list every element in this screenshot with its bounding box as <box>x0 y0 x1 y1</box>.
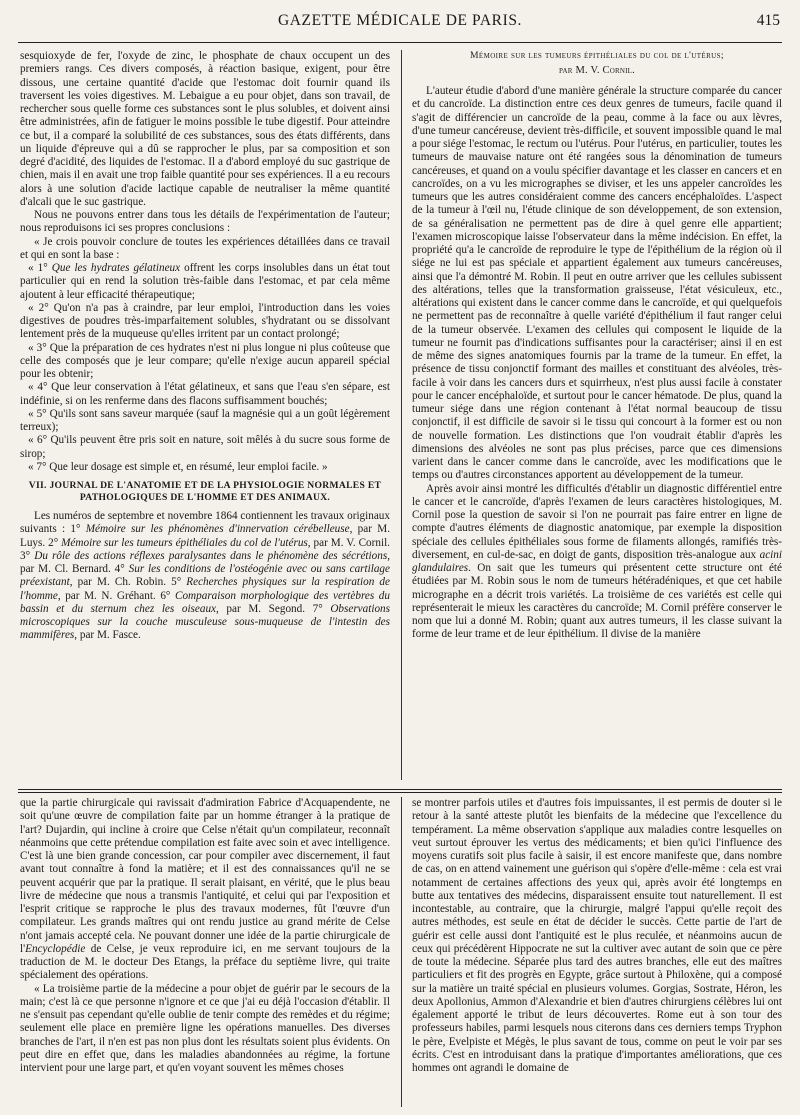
text-run: , par M. Luys. 2° <box>20 523 390 549</box>
conclusion-item: « 2° Qu'on n'a pas à craindre, par leur emploi, l'introduction dans les voies digestives de poudres très-imparfaitement solubles, s'hydratant ou se dissolvant lentement près de la muqueuse qu'elles irritent par un contact prolongé; <box>20 301 390 341</box>
article-heading: Mémoire sur les tumeurs épithéliales du col de l'utérus; <box>469 50 724 61</box>
article-title: Recherches physiques sur la respiration de l'homme <box>20 576 390 602</box>
feuilleton-rule-double <box>18 792 782 793</box>
paragraph: sesquioxyde de fer, l'oxyde de zinc, le phosphate de chaux occupent un des premiers rangs. Ces divers composés, à réaction basique, exigent, pour être dissous, une certaine quantité d'acide que l'estomac doit fournir quand ils traversent les voies digestives. M. Lebaigue a eu pour objet, dans son travail, de rechercher sous quelle forme ces substances sont le plus solubles, et doivent ainsi être administrées, afin de fatiguer le moins possible le tube digestif. Pour atteindre ce but, il a comparé la solubilité de ces substances, sous des états différents, dans un liquide d'épreuve qui a dû se rapprocher le plus, par sa composition et son degré d'acidité, des liquides de l'estomac. Il a d'abord employé du suc gastrique de chien, mais il en avait une trop faible quantité pour ses expériences. Il a eu recours alors à une solution d'acide lactique capable de neutraliser la même quantité d'alcali que le suc gastrique. <box>20 50 390 208</box>
text-run: , par M. Segond. 7° <box>216 602 331 615</box>
text-run: , par M. Fasce. <box>74 629 141 642</box>
text-run: , par M. N. Gréhant. 6° <box>57 589 175 602</box>
journal-title: GAZETTE MÉDICALE DE PARIS. <box>277 12 523 29</box>
text-run: Les numéros de septembre et novembre 1864 contiennent les travaux originaux suivants : 1° <box>20 510 390 536</box>
page-number: 415 <box>756 12 780 29</box>
paragraph <box>20 797 390 983</box>
italic-text: Encyclopédie <box>25 942 86 955</box>
conclusion-item <box>20 262 390 302</box>
paragraph: se montrer parfois utiles et d'autres fois impuissantes, il est permis de douter si le retour à la santé atteste plutôt les bienfaits de la médecine que l'excellence du tempérament. La même observation s'applique aux maladies contre lesquelles on veut surtout éprouver les vertus des médicaments; et bien qu'ici l'influence des moyens curatifs soit plus facile à saisir, il est encore manifeste que, dans nombre de cas, on en attend vainement une guérison qui s'opère d'elle-même : cela est vrai notamment de certaines affections des yeux qui, après avoir été longtemps en butte aux tentatives des médecins, disparaissent ensuite tout naturellement. Il est incontestable, au contraire, que la chirurgie, malgré l'appui qu'elle reçoit des autres méthodes, est seule en état de décider le succès. Cette partie de l'art de guérir est celle aussi dont l'antiquité est le plus reculée, et néanmoins aucun de ceux qui précédèrent Hippocrate ne sut la cultiver avec autant de soin que ce père de toute la médecine. Séparée plus tard des autres branches, elle eut des maîtres particuliers et fit des progrès en Egypte, grâce surtout à Philoxène, qui a composé sur la matière un traité spécial en plusieurs volumes. Gorgias, Sostrate, Héron, les deux Apollonius, Ammon d'Alexandrie et bien d'autres chirurgiens célèbres lui ont également apporté le tribut de leurs découvertes. Rome eut à son tour des professeurs habiles, parmi lesquels nous citerons dans ces derniers temps Tryphon le père, Evelpiste et Mégès, le plus savant de tous, comme on peut le voir par ses écrits. C'est en introduisant dans la pratique d'importantes améliorations, que ces hommes ont agrandi le domaine de <box>412 797 782 1074</box>
conclusion-item: « 3° Que la préparation de ces hydrates n'est ni plus longue ni plus coûteuse que celle des composés que je leur compare; qu'elle n'exige aucun appareil spécial pour les obtenir; <box>20 341 390 380</box>
feuilleton-rule <box>18 789 782 790</box>
paragraph <box>412 483 782 642</box>
italic-text: Que les hydrates gélatineux <box>51 262 181 274</box>
paragraph: L'auteur étudie d'abord d'une manière générale la structure comparée du cancer et du cancroïde. La distinction entre ces deux genres de tumeurs, facile quand il s'agit de différencier un cancroïde de la peau, comme à la face ou aux lèvres, d'une tumeur cancéreuse, devient très-difficile, et souvent impossible quand le mal a pour siége l'estomac, le rectum ou l'utérus. Pour l'utérus, en particulier, toutes les tumeurs de mauvaise nature ont été rangées sous la dénomination de tumeurs cancéreuses, et quand on a voulu spécifier davantage et les classer en cancers et en cancroïdes, on a vu les micrographes se diviser, et les uns appeler cancroïdes les tumeurs que les autres considéraient comme des cancers encéphaloïdes. L'aspect de la tumeur à l'œil nu, l'étude clinique de son développement, de son extension, de sa généralisation ne permettent pas de dire à quel genre elle appartient; l'examen microscopique laisse l'observateur dans la même indécision. En effet, la propriété qu'a le cancroïde de reproduire le type de l'épithélium de la région où il siége ne lui est pas spéciale et appartient également aux tumeurs cancéreuses, ainsi que l'a démontré M. Robin. Il peut en outre arriver que les cellules subissent des altérations, telles que la transformation graisseuse, l'état vésiculeux, etc., altérations qui existent dans le cancer comme dans le cancroïde, et qui quelquefois ne permettent pas de reconnaître à quelle variété d'épithélium il faut ranger celui de la tumeur observée. L'examen des cellules qui composent le liquide de la tumeur ne fournit pas d'indications suffisantes pour la caractériser; ainsi il en est de même des signes anatomiques fournis par la trame de la tumeur. En effet, la présence de tissu conjonctif formant des mailles et constituant des alvéoles, très-facile à voir dans les cancers durs et squirrheux, n'est plus aussi facile à constater pour le cancer encéphaloïde, et surtout pour le cancer hématode. De plus, quand la tumeur siége dans une région contenant à l'état normal beaucoup de tissu conjonctif, il est difficile de savoir si le tissu qui concourt à la former est ou non de nouvelle formation. Les distinctions que l'on voudrait établir d'après les dimensions des alvéoles ne sont pas plus précises, parce que ces dimensions varient dans le cancer comme dans le cancroïde, avec les modifications que le temps ou d'autres circonstances apportent au développement de la tumeur. <box>412 85 782 482</box>
article-title: Mémoire sur les phénomènes d'innervation cérébelleuse <box>85 523 350 536</box>
conclusion-number: « 1° <box>28 262 52 274</box>
conclusion-item: « 4° Que leur conservation à l'état gélatineux, et sans que l'eau s'en sépare, est indéfinie, si on les renferme dans des flacons suffisamment bouchés; <box>20 381 390 407</box>
conclusion-item: « 7° Que leur dosage est simple et, en résumé, leur emploi facile. » <box>28 460 328 473</box>
italic-text: acini glandulaires <box>412 548 782 574</box>
header-rule <box>18 42 782 43</box>
top-right-column <box>412 50 782 780</box>
paragraph: « La troisième partie de la médecine a pour objet de guérir par le secours de la main; c'est là ce que personne n'ignore et ce que j'ai eu déjà l'occasion d'établir. Il ne s'ensuit pas cependant qu'elle oublie de tenir compte des remèdes et du régime; seulement elle place en première ligne les opérations manuelles. Des diverses branches de l'art, il n'en est pas non plus dont les résultats soient plus évidents. On peut dire en effet que, dans les maladies abandonnées au régime, la fortune intervient pour une large part, et qu'en voyant souvent les mêmes choses <box>20 982 390 1074</box>
article-title: Observations microscopiques sur la couche musculeuse sous-muqueuse de l'intestin des mammifères <box>20 602 390 642</box>
text-run: de Celse, je veux reproduire ici, en me servant toujours de la traduction de M. le docteur Des Etangs, la préface du septième livre, qui traite spécialement des opérations. <box>20 942 390 982</box>
text-run: . On sait que les tumeurs qui présentent cette structure ont été étudiées par M. Robin sous le nom de tumeurs hétéradéniques, et que cet habile micrographe en a décrit trois variétés. La troisième de ces variétés est celle qui représenterait le mieux les caractères du cancroïde; M. Cornil préfère conserver le nom que lui a donné M. Robin; quant aux autres tumeurs, il les classe suivant la forme de leur trame et de leur épithélium. Il divise de la manière <box>412 562 782 641</box>
bottom-right-column <box>412 797 782 1107</box>
top-left-column <box>20 50 390 780</box>
text-run: , par M. Ch. Robin. 5° <box>69 576 187 589</box>
column-divider <box>401 50 402 780</box>
section-heading: VII. JOURNAL DE L'ANATOMIE ET DE LA PHYSIOLOGIE NORMALES ET PATHOLOGIQUES DE L'HOMME ET DES ANIMAUX. <box>28 480 382 503</box>
article-title: Sur les conditions de l'ostéogénie avec ou sans cartilage préexistant <box>20 563 390 589</box>
text-run: , par M. Cl. Bernard. 4° <box>20 549 390 575</box>
article-title: Comparaison morphologique des vertèbres du bassin et du sternum chez les oiseaux <box>20 589 390 615</box>
text-run: que la partie chirurgicale qui ravissait d'admiration Fabrice d'Acquapendente, ne soit qu'une œuvre de compilation faite par un homme étranger à la pratique de l'art? Dujardin, qui incline à croire que Celse n'était qu'un compilateur, reconnaît néanmoins que cette prétendue compilation est faite avec soin et avec intelligence. C'est là une bien grande concession, car pour compiler avec discernement, il faut avant tout connaître à fond la matière; et il est des connaissances qu'il ne se peuvent acquérir que par la pratique. Il serait plaisant, en vérité, que le plus beau livre de médecine que nous a transmis l'antiquité, et celui qui par l'exposition et l'esprit critique se rapproche le plus des travaux modernes, fût l'œuvre d'un compilateur. Les grands maîtres qui ont rendu justice au grand mérite de Celse n'ont jamais accepté cela. Ne pouvant donner une idée de la partie chirurgicale de l' <box>20 797 390 955</box>
paragraph: « Je crois pouvoir conclure de toutes les expériences détaillées dans ce travail et qui en sont la base : <box>20 235 390 261</box>
conclusion-item: « 6° Qu'ils peuvent être pris soit en nature, soit mêlés à du sucre sous forme de sirop; <box>20 434 390 460</box>
article-author: par M. V. Cornil. <box>559 65 635 76</box>
text-run: , par M. V. Cornil. 3° <box>20 536 390 562</box>
column-divider <box>401 797 402 1107</box>
conclusion-text: offrent les corps insolubles dans un état tout particulier qui en rend la solution très-faible dans l'estomac, et par cela même ajoutent à leur efficacité thérapeutique; <box>20 262 390 301</box>
bottom-left-column <box>20 797 390 1107</box>
page-header <box>18 12 782 42</box>
conclusion-item: « 5° Qu'ils sont sans saveur marquée (sauf la magnésie qui a un goût légèrement terreux); <box>20 407 390 433</box>
text-run: Après avoir ainsi montré les difficultés d'établir un diagnostic différentiel entre le cancer et le cancroïde, d'après l'examen de leurs caractères histologiques, M. Cornil pose la question de savoir si l'on ne pourrait pas faire entrer en ligne de compte d'autres éléments de diagnostic anatomique, par exemple la disposition spéciale des cellules épithéliales sous forme de filaments allongés, ramifiés très-diversement, en cul-de-sac, en doigt de gants, disposition très-analogue aux <box>412 482 782 561</box>
paragraph: Nous ne pouvons entrer dans tous les détails de l'expérimentation de l'auteur; nous reproduisons ici ses propres conclusions : <box>20 209 390 235</box>
paragraph <box>20 510 390 643</box>
article-title: Mémoire sur les tumeurs épithéliales du col de l'utérus <box>61 536 308 549</box>
article-title: Du rôle des actions réflexes paralysantes dans le phénomène des sécrétions <box>34 549 388 562</box>
